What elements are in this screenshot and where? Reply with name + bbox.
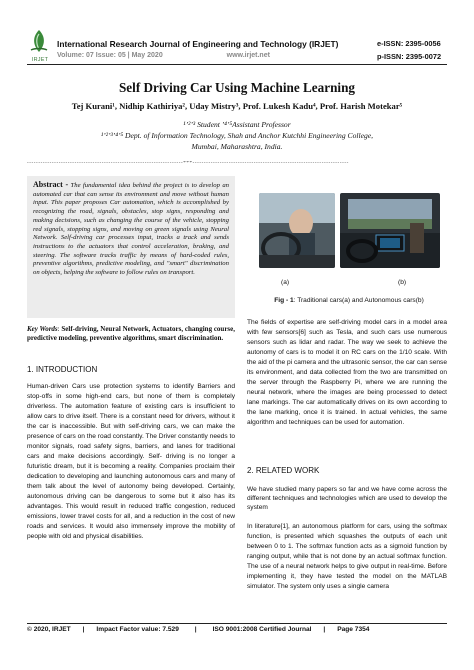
intro-text: Human-driven Cars use protection systems to identify Barriers and stop-offs in some high-end cars, but none of them is completely driverless. The automation feature of existing cars is insufficient to allow cars to drive itself. There is a constant need for drivers, without it the car is inaccessible. But with self-driving cars, we can make the presence of cars on the road constantly. The Driver constantly needs to monitor signals, road safety signs, barriers, and lanes for traditional cars and make decisions accordingly. Self- driving is no longer a futuristic dream, but it is becoming a reality. Companies proclaim their dedication to developing and launching autonomous cars and many of them talk about the level of autonomy being developed. Certainly, autonomous driving can be dangerous to some but it also has its advantages. This would result in reduced traffic congestion, reduced emissions, lower travel costs for all, and a reduction in the cost of new roads and services. It would also immensely improve the mobility of people with old and physical disabilities. — [27, 383, 235, 540]
abstract-paragraph — [33, 181, 229, 278]
keywords-label: Key Words — [27, 325, 58, 333]
related-work-paragraph-2: In literature[1], an autonomous platform for cars, using the softmax function, is presented which squashes the outputs of each unit between 0 to 1. The softmax function acts as a sigmoid function by ranging output, while that is not done by an actual softmax function. The use of a neural network helps to give output in real-time. Before implementing it, they have tested the model on the MATLAB simulator. The system only uses a single camera — [247, 523, 447, 590]
footer-iso: ISO 9001:2008 Certified Journal — [212, 626, 312, 633]
logo-text: IRJET — [31, 57, 49, 63]
volume-issue: Volume: 07 Issue: 05 | May 2020 — [57, 52, 163, 59]
eissn: e-ISSN: 2395-0056 — [377, 39, 441, 48]
figure-traditional-car-photo — [259, 193, 335, 268]
volume-info — [57, 52, 270, 59]
abstract-box — [27, 176, 235, 318]
page-footer — [27, 626, 447, 633]
author-roles: ¹ʼ²ʼ³ Student ʼ⁴ʼ⁵Assistant Professor — [183, 120, 291, 129]
figure-caption — [251, 297, 447, 304]
figure-caption-label: Fig - 1 — [274, 297, 294, 304]
footer-copyright: © 2020, IRJET — [27, 626, 71, 633]
related-work-heading: 2. RELATED WORK — [247, 466, 320, 475]
keywords-text: Self-driving, Neural Network, Actuators, changing course, predictive modeling, preventive algorithms, smart discrimination. — [27, 325, 236, 342]
header-rule — [27, 64, 447, 65]
footer-rule — [27, 623, 447, 624]
figure-caption-text: : Traditional cars(a) and Autonomous cars(b) — [293, 297, 424, 304]
footer-separator: | — [194, 626, 197, 633]
intro-heading: 1. INTRODUCTION — [27, 365, 98, 374]
abstract-label: Abstract - — [33, 180, 69, 189]
affiliation-city: Mumbai, Maharashtra, India. — [191, 142, 283, 151]
author-list: Tej Kurani¹, Nidhip Kathiriya², Uday Mistry³, Prof. Lukesh Kadu⁴, Prof. Harish Motekar⁵ — [71, 101, 403, 111]
footer-separator: | — [82, 626, 85, 633]
journal-site[interactable]: www.irjet.net — [226, 52, 270, 59]
footer-impact-factor: Impact Factor value: 7.529 — [96, 626, 179, 633]
keywords: Key Words: Self-driving, Neural Network, Actuators, changing course, predictive modeling, preventive algorithms, smart discrimination. — [27, 325, 236, 342]
abstract-text: The fundamental idea behind the project is to develop an automated car that can sense its environment and move without human input. This paper proposes Car automation, which is accomplished by recognizing the road, signals, obstacles, stop signs, responding and making decisions, such as changing the course of the vehicle, stopping red signals, stopping signs, and moving on green signals using Neural Network. Self-driving car processes input, tracks a track and sends instructions to the actuators that control acceleration, braking, and steering. The software tracks traffic by means of hard-coded rules, preventive algorithms, predictive modeling, and "smart" discrimination on objects, helping the software to follow rules on transport. — [33, 182, 230, 277]
pissn: p-ISSN: 2395-0072 — [377, 52, 442, 61]
figure-autonomous-car-photo — [340, 193, 440, 268]
paper-title: Self Driving Car Using Machine Learning — [118, 80, 356, 95]
section-divider: ---------------------------------------------------------------------***--------------------------------------------------------------------- — [27, 161, 349, 166]
footer-separator: | — [323, 626, 326, 633]
affiliation: ¹ʼ²ʼ³ʼ⁴ʼ⁵ Dept. of Information Technology, Shah and Anchor Kutchhi Engineering College, — [100, 131, 374, 140]
figure-label-a: (a) — [281, 279, 290, 286]
figure-label-b: (b) — [398, 279, 407, 286]
footer-page-number: Page 7354 — [337, 626, 370, 633]
journal-name: International Research Journal of Engineering and Technology (IRJET) — [57, 39, 339, 49]
related-work-paragraph-1: We have studied many papers so far and we have come across the different techniques and technologies which are used to develop the system — [247, 486, 447, 511]
right-paragraph-1: The fields of expertise are self-driving model cars in a model area with few sensors[6] such as Tesla, and such cars use numerous sensors such as lidar and radar. The way we seek to achieve the autonomy of cars is to model it on RC cars on the 1/10 scale. With the aid of the pi camera and the ultrasonic sensor, the car can sense its environment, and data collected from the two are transmitted on the server through the Raspberry Pi, where we are running the neural network, where the images are being processed to detect lane markings. The car automatically drives on its own according to the lane marking, once it is trained. In actual vehicles, the same algorithm and techniques can be used for automation. — [247, 319, 447, 426]
